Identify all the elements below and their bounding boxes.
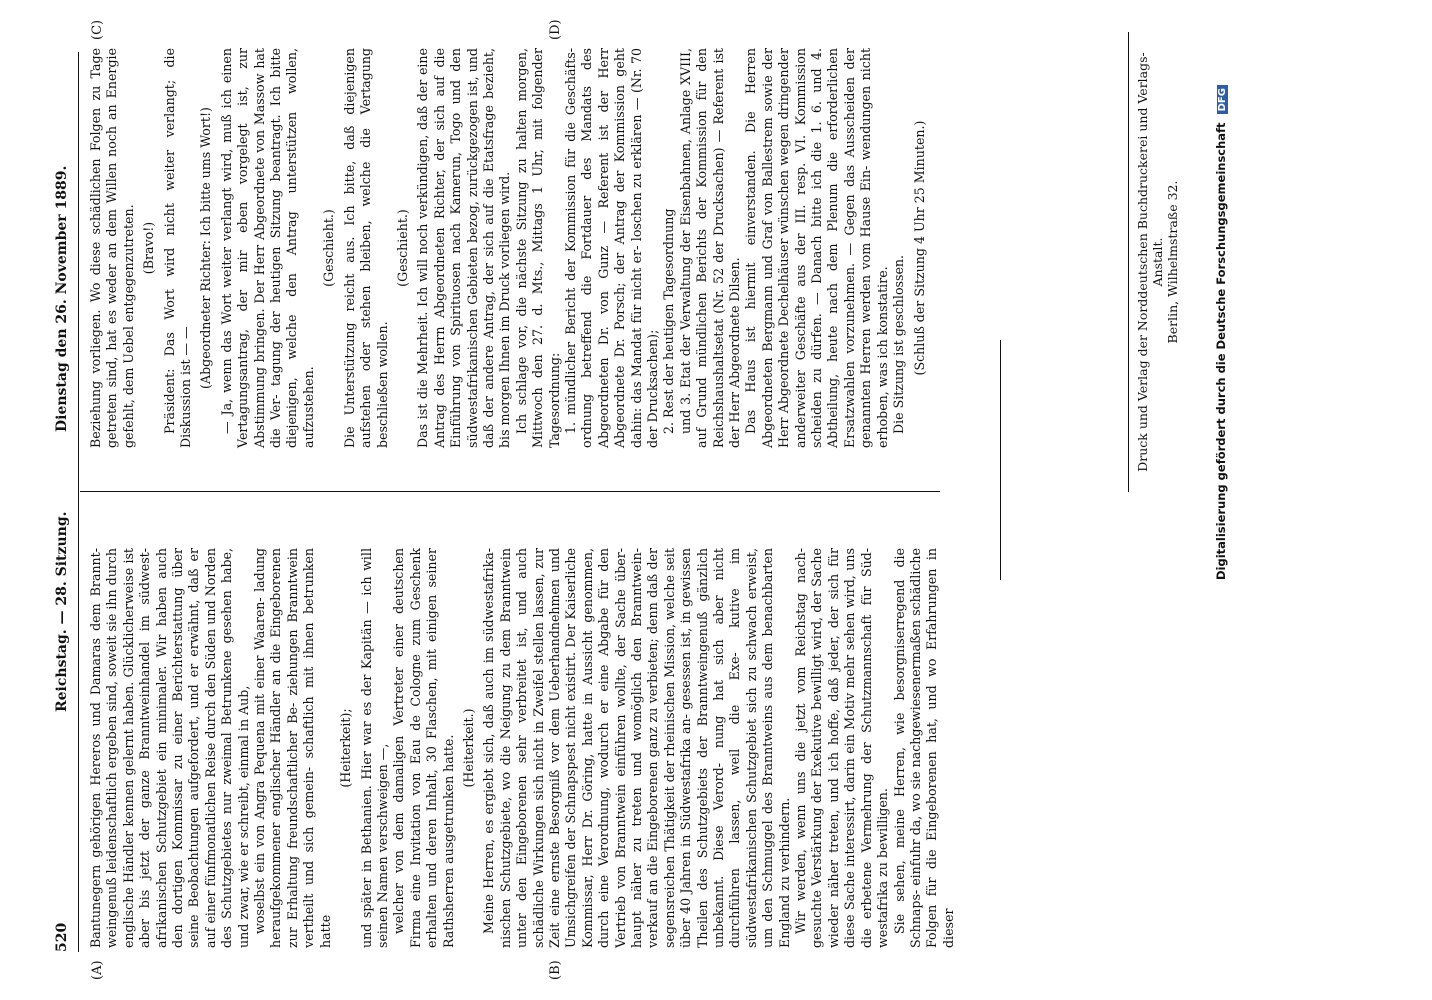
page-number: 520 — [54, 922, 70, 952]
stage-direction: (Abgeordneter Richter: Ich bitte ums Wort!) — [198, 107, 214, 389]
digitization-note — [1214, 40, 1228, 580]
stage-direction: (Geschieht.) — [394, 209, 410, 287]
header-date: Dienstag den 26. November 1889. — [54, 165, 70, 432]
agenda-item: 1. mündlicher Bericht der Kommission für die Geschäfts- ordnung betreffend die Fortdauer des Mandats des Abgeordneten Dr. von Gunz — Referent ist der Herr Abgeordnete Dr. Porsch; der Antrag der Kommission geht dahin: das Mandat für nicht er- loschen zu erklären — (Nr. 70 der Drucksachen); — [562, 48, 660, 448]
page-header — [50, 52, 79, 952]
stage-direction: (Geschieht.) — [321, 209, 337, 287]
paragraph: woselbst ein von Angra Pequena mit einer Waaren- ladung heraufgekommener englischer Händler an die Eingeborenen zur Erhaltung freundschaftlicher Be- ziehungen Branntwein vertheilt und sich gemein- schaftlich mit ihnen betrunken hatte — [252, 548, 333, 948]
paragraph: Die Unterstützung reicht aus. Ich bitte, daß diejenigen aufstehen oder stehen bleiben, welche die Vertagung beschließen wollen. — [341, 48, 390, 448]
paragraph: Das ist die Mehrheit. Ich will noch verkündigen, daß der eine Antrag des Herrn Abgeordneten Richter, der sich auf die Einführung von Spirituosen nach Kamerun, Togo und den südwestafrikanischen Gebieten bezog, zurückgezogen ist, und daß der andere Antrag, der sich auf die Etatsfrage bezieht, bis morgen Ihnen im Druck vorliegen wird. — [415, 48, 513, 448]
paragraph: Die Sitzung ist geschlossen. — [891, 254, 907, 434]
paragraph: Ich schlage vor, die nächste Sitzung zu halten morgen, Mittwoch den 27. d. Mts., Mittags 1 Uhr, mit folgender Tagesordnung: — [513, 48, 562, 448]
stage-direction: (Schluß der Sitzung 4 Uhr 25 Minuten.) — [911, 120, 927, 376]
margin-marker-a: (A) — [90, 960, 105, 980]
section-divider — [1000, 340, 1001, 580]
paragraph: — Ja, wenn das Wort weiter verlangt wird, muß ich einen Vertagungsantrag, der mir eben vorgelegt ist, zur Abstimmung bringen. Der Herr Abgeordnete von Massow hat die Ver- tagung der heutigen Sitzung beantragt. Ich bitte diejenigen, welche den Antrag unterstützen wollen, aufzustehen. — [218, 48, 316, 448]
paragraph: welcher von dem damaligen Vertreter einer deutschen Firma eine Invitation von Eau de Cologne zum Geschenk erhalten und deren Inhalt, 30 Flaschen, mit einigen seiner Rathsherren ausgetrunken hatte. — [391, 548, 456, 948]
header-session: Reichstag. — 28. Sitzung. — [54, 511, 70, 712]
paragraph: und später in Bethanien. Hier war es der Kapitän — ich will seinen Namen verschweigen —, — [358, 548, 390, 948]
margin-marker-d: (D) — [548, 19, 563, 40]
column-divider — [80, 491, 940, 492]
stage-direction: (Bravo!) — [141, 221, 157, 275]
printer-line: Druck und Verlag der Norddeutschen Buchdruckerei und Verlags-Anstalt. — [1135, 52, 1165, 472]
agenda-item: 2. Rest der heutigen Tagesordnung — [661, 208, 677, 434]
agenda-item: und 3. Etat der Verwaltung der Eisenbahnen, Anlage XVIII, auf Grund mündlichen Berichts der Kommission für den Reichshaushaltsetat (Nr. 52 der Drucksachen) — Referent ist der Herr Abgeordnete Dilsen. — [677, 48, 743, 448]
stage-direction: (Heiterkeit); — [338, 708, 354, 788]
stage-direction: (Heiterkeit.) — [460, 708, 476, 788]
digitization-text: Digitalisierung gefördert durch die Deutsche Forschungsgemeinschaft — [1214, 122, 1228, 580]
paragraph: Sie sehen, meine Herren, wie besorgniserregend die Schnaps- einfuhr da, wo sie nachgewiesenermaßen schädliche Folgen für die Eingeborenen hat, und wo Erfahrungen in dieser — [891, 548, 956, 948]
paragraph: Beziehung vorliegen. Wo diese schädlichen Folgen zu Tage getreten sind, hat es weder an dem Willen noch an Energie gefehlt, dem Uebel entgegenzutreten. — [88, 48, 136, 448]
printer-imprint — [1128, 32, 1180, 492]
paragraph: Präsident: Das Wort wird nicht weiter verlangt; die Diskussion ist — — — [161, 48, 194, 448]
paragraph: Bantunegern gehörigen Hereros und Damaras dem Brannt- weingenuß leidenschaftlich ergeben sind, soweit sie ihn durch englische Händler kennen gelernt haben. Glücklicherweise ist aber bis jetzt der ganze Branntweinhandel im südwest- afrikanischen Schutzgebiet ein minimaler. Wir haben auch den dortigen Kommissar zu einer Berichterstattung über seine Beobachtungen aufgefordert, und er erwähnt, daß er auf einer fünfmonatlichen Reise durch den Süden und Norden des Schutzgebietes nur zweimal Betrunkene gesehen habe, und zwar, wie er schreibt, einmal in Aub, — [88, 548, 251, 948]
paragraph: Das Haus ist hiermit einverstanden. Die Herren Abgeordneten Bergmann und Graf von Ballestrem sowie der Herr Abgeordnete Dechelhäuser wünschen wegen dringender anderweiter Geschäfte aus der III. resp. VI. Kommission scheiden zu dürfen. — Danach bitte ich die 1. 6. und 4. Abtheilung, heute nach dem Plenum die erforderlichen Ersatzwahlen vorzunehmen. — Gegen das Ausscheiden der genannten Herren werden vom Hause Ein- wendungen nicht erhoben, was ich konstatire. — [743, 48, 890, 448]
dfg-logo: DFG — [1217, 85, 1228, 114]
paragraph: Wir werden, wenn uns die jetzt vom Reichstag nach- gesuchte Verstärkung der Exekutive bewilligt wird, der Sache wieder näher treten, und ich hoffe, daß jeder, der sich für diese Sache interessirt, darin ein Motiv mehr sehen wird, uns die erbetene Vermehrung der Schutzmannschaft für Süd- westafrika zu bewilligen. — [793, 548, 891, 948]
printer-address: Berlin, Wilhelmstraße 32. — [1165, 180, 1180, 344]
left-column — [88, 548, 957, 948]
margin-marker-c: (C) — [90, 19, 105, 40]
margin-marker-b: (B) — [548, 960, 563, 980]
right-column — [88, 48, 932, 448]
paragraph: Meine Herren, es ergiebt sich, daß auch im südwestafrika- nischen Schutzgebiete, wo die Neigung zu dem Branntwein unter den Eingeborenen sehr verbreitet ist, und auch schädliche Wirkungen sich nicht in Zweifel stellen lassen, zur Zeit eine ernste Besorgniß vor dem Ueberhandnehmen und Umsichgreifen der Schnapspest nicht existirt. Der Kaiserliche Kommissar, Herr Dr. Göring, hatte in Aussicht genommen, durch eine Verordnung, wodurch er eine Abgabe für den Vertrieb von Branntwein einführen wollte, der Sache über- haupt näher zu treten und womöglich den Branntwein- verkauf an die Eingeborenen ganz zu verbieten; denn daß der segensreichen Thätigkeit der rheinischen Mission, welche seit über 40 Jahren in Südwestafrika an- gesessen ist, in gewissen Theilen des Schutzgebiets der Branntweingenuß gänzlich unbekannt. Diese Verord- nung hat sich aber nicht durchführen lassen, weil die Exe- kutive im südwestafrikanischen Schutzgebiet sich zu schwach erweist, um den Schmuggel des Branntweins aus dem benachbarten England zu verhindern. — [481, 548, 792, 948]
